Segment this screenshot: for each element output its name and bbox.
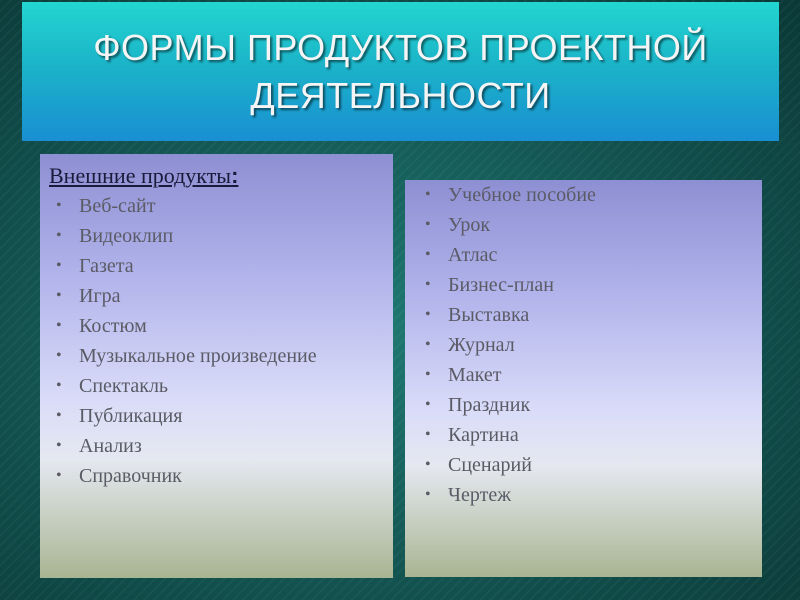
list-item: [56, 316, 386, 336]
list-item: [425, 485, 755, 505]
list-item-label: Публикация: [79, 405, 183, 427]
list-item: [56, 196, 386, 216]
list-item: [425, 305, 755, 325]
bullet-icon: •: [425, 336, 431, 353]
list-item-label: Урок: [448, 214, 491, 236]
bullet-icon: •: [56, 407, 62, 424]
more-products-panel: [405, 180, 762, 577]
list-item-label: Игра: [79, 285, 121, 307]
bullet-icon: •: [425, 306, 431, 323]
bullet-icon: •: [56, 287, 62, 304]
heading-label: Внешние продукты: [49, 163, 232, 188]
external-products-heading: [49, 163, 238, 189]
list-item-label: Спектакль: [79, 375, 169, 397]
list-item-label: Атлас: [448, 244, 498, 266]
bullet-icon: •: [56, 377, 62, 394]
list-item-label: Костюм: [79, 315, 147, 337]
list-item: [56, 436, 386, 456]
bullet-icon: •: [425, 366, 431, 383]
bullet-icon: •: [425, 396, 431, 413]
list-item: [56, 406, 386, 426]
list-item: [425, 185, 755, 205]
bullet-icon: •: [56, 197, 62, 214]
slide-title: [93, 24, 708, 120]
bullet-icon: •: [56, 317, 62, 334]
bullet-icon: •: [425, 426, 431, 443]
list-item-label: Учебное пособие: [448, 184, 596, 206]
slide-title-line-1: ФОРМЫ ПРОДУКТОВ ПРОЕКТНОЙ: [93, 26, 708, 68]
heading-colon: :: [231, 163, 239, 188]
list-item-label: Видеоклип: [79, 225, 174, 247]
bullet-icon: •: [425, 486, 431, 503]
list-item-label: Музыкальное произведение: [79, 345, 317, 367]
bullet-icon: •: [425, 186, 431, 203]
list-item-label: Картина: [448, 424, 519, 446]
bullet-icon: •: [56, 257, 62, 274]
list-item-label: Праздник: [448, 394, 531, 416]
list-item-label: Макет: [448, 364, 502, 386]
slide-title-line-2: ДЕЯТЕЛЬНОСТИ: [250, 74, 551, 116]
list-item: [56, 376, 386, 396]
list-item-label: Сценарий: [448, 454, 532, 476]
list-item: [425, 455, 755, 475]
list-item: [425, 275, 755, 295]
more-products-list: [425, 185, 755, 515]
list-item: [56, 346, 386, 366]
bullet-icon: •: [425, 456, 431, 473]
title-banner: [22, 2, 779, 141]
list-item: [425, 215, 755, 235]
bullet-icon: •: [425, 276, 431, 293]
list-item: [425, 395, 755, 415]
list-item: [56, 466, 386, 486]
list-item-label: Справочник: [79, 465, 182, 487]
list-item: [56, 286, 386, 306]
list-item-label: Журнал: [448, 334, 515, 356]
list-item: [425, 245, 755, 265]
bullet-icon: •: [425, 216, 431, 233]
list-item: [425, 365, 755, 385]
bullet-icon: •: [56, 347, 62, 364]
list-item: [56, 256, 386, 276]
list-item: [425, 335, 755, 355]
bullet-icon: •: [56, 227, 62, 244]
bullet-icon: •: [425, 246, 431, 263]
list-item-label: Бизнес-план: [448, 274, 554, 296]
bullet-icon: •: [56, 467, 62, 484]
external-products-panel: [40, 154, 393, 578]
list-item-label: Веб-сайт: [79, 195, 156, 217]
list-item-label: Газета: [79, 255, 134, 277]
list-item-label: Выставка: [448, 304, 530, 326]
list-item-label: Чертеж: [448, 484, 512, 506]
list-item: [56, 226, 386, 246]
external-products-list: [56, 196, 386, 496]
list-item: [425, 425, 755, 445]
list-item-label: Анализ: [79, 435, 142, 457]
bullet-icon: •: [56, 437, 62, 454]
